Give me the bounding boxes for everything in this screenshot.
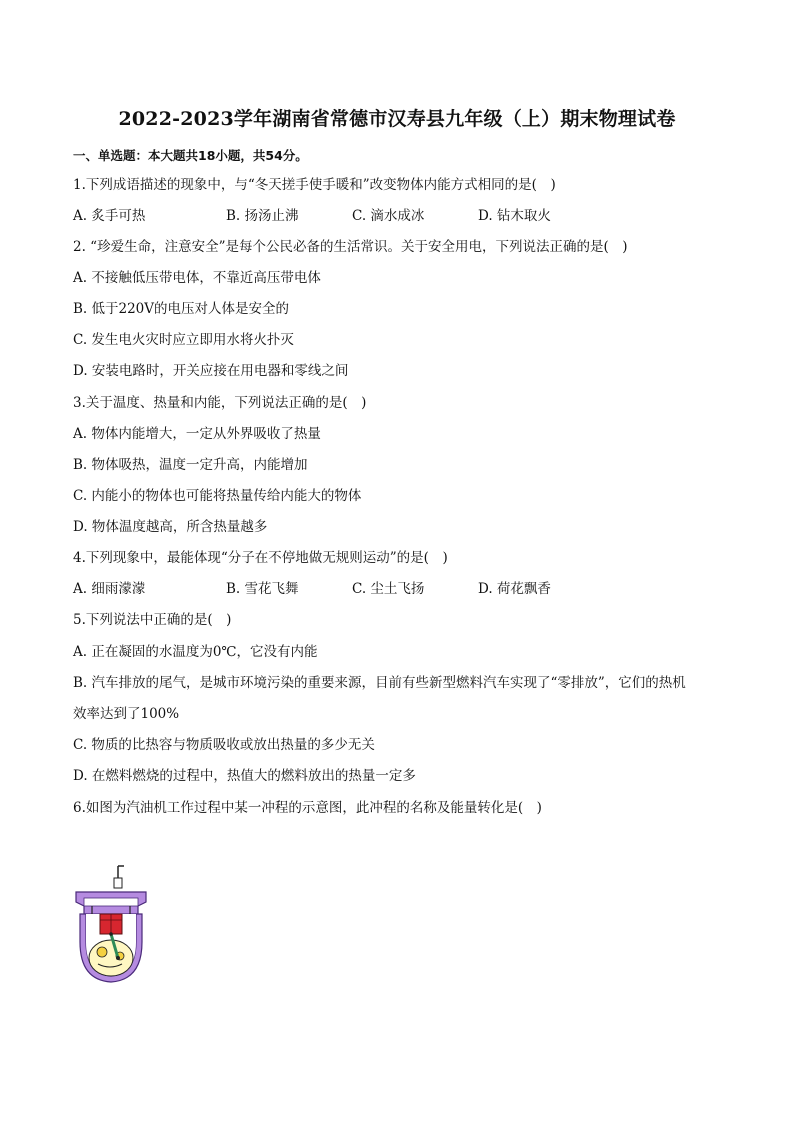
question-2-option-a: A. 不接触低压带电体，不靠近高压带电体 xyxy=(73,270,321,286)
question-1-option-c: C. 滴水成冰 xyxy=(352,208,425,224)
crankcase xyxy=(89,940,133,976)
question-4-option-d: D. 荷花飘香 xyxy=(478,581,551,597)
question-3-option-d: D. 物体温度越高，所含热量越多 xyxy=(73,519,268,535)
question-4-option-a: A. 细雨濛濛 xyxy=(73,581,146,597)
question-2-option-d: D. 安装电路时，开关应接在用电器和零线之间 xyxy=(73,363,349,379)
question-1-option-b: B. 扬汤止沸 xyxy=(226,208,299,224)
question-1-option-a: A. 炙手可热 xyxy=(73,208,146,224)
question-2-option-b: B. 低于220V的电压对人体是安全的 xyxy=(73,301,290,317)
spark-plug-icon xyxy=(114,866,124,888)
engine-stroke-figure xyxy=(70,862,152,986)
page-title: 2022-2023学年湖南省常德市汉寿县九年级（上）期末物理试卷 xyxy=(118,108,676,130)
question-5-option-a: A. 正在凝固的水温度为0℃，它没有内能 xyxy=(73,644,318,660)
question-2-option-c: C. 发生电火灾时应立即用水将火扑灭 xyxy=(73,332,294,348)
question-5-stem: 5.下列说法中正确的是( ) xyxy=(73,612,232,628)
question-3-option-a: A. 物体内能增大，一定从外界吸收了热量 xyxy=(73,426,321,442)
question-5-option-b: B. 汽车排放的尾气，是城市环境污染的重要来源，目前有些新型燃料汽车实现了“零排放”，它们的热机 xyxy=(73,675,686,691)
question-2-stem: 2. “珍爱生命，注意安全”是每个公民必备的生活常识。关于安全用电，下列说法正确的是( ) xyxy=(73,239,628,255)
question-3-option-c: C. 内能小的物体也可能将热量传给内能大的物体 xyxy=(73,488,362,504)
question-5-option-c: C. 物质的比热容与物质吸收或放出热量的多少无关 xyxy=(73,737,375,753)
piston xyxy=(100,914,122,934)
question-4-option-b: B. 雪花飞舞 xyxy=(226,581,299,597)
question-3-option-b: B. 物体吸热，温度一定升高，内能增加 xyxy=(73,457,308,473)
section-header: 一、单选题：本大题共18小题，共54分。 xyxy=(73,148,308,163)
cylinder-head xyxy=(76,892,146,914)
question-5-option-b-continued: 效率达到了100% xyxy=(73,706,180,722)
question-4-stem: 4.下列现象中，最能体现“分子在不停地做无规则运动”的是( ) xyxy=(73,550,448,566)
question-1-stem: 1.下列成语描述的现象中，与“冬天搓手使手暖和”改变物体内能方式相同的是( ) xyxy=(73,177,556,193)
question-3-stem: 3.关于温度、热量和内能，下列说法正确的是( ) xyxy=(73,395,367,411)
question-6-stem: 6.如图为汽油机工作过程中某一冲程的示意图，此冲程的名称及能量转化是( ) xyxy=(73,800,542,816)
question-1-option-d: D. 钻木取火 xyxy=(478,208,551,224)
question-4-option-c: C. 尘土飞扬 xyxy=(352,581,425,597)
question-5-option-d: D. 在燃料燃烧的过程中，热值大的燃料放出的热量一定多 xyxy=(73,768,416,784)
